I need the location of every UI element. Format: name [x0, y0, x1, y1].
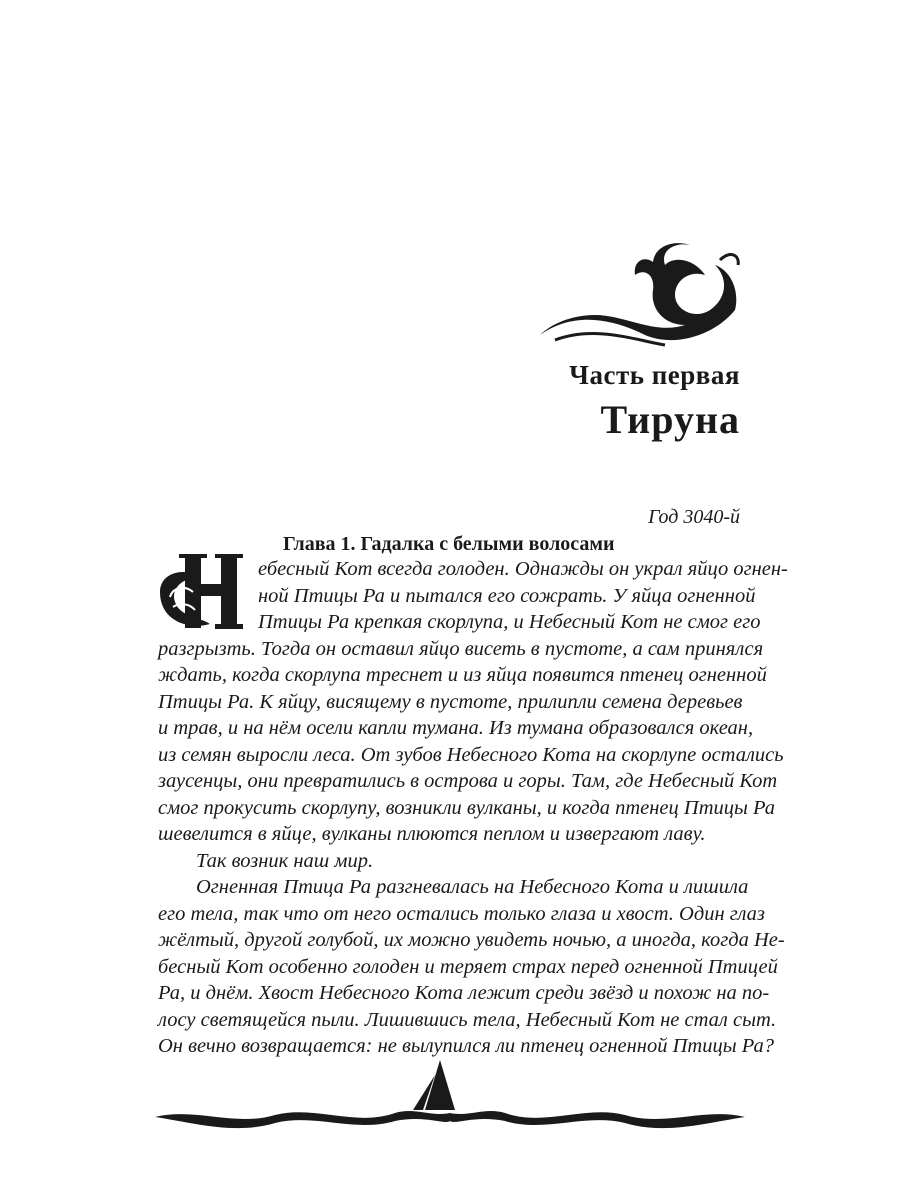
wave-ornament-icon — [535, 240, 745, 350]
part-title: Тируна — [600, 397, 740, 442]
text-line: ебесный Кот всегда голоден. Однажды он украл яйцо огнен- — [258, 558, 788, 580]
text-line: заусенцы, они превратились в острова и горы. Там, где Небесный Кот — [158, 770, 778, 792]
text-line: его тела, так что от него остались только глаза и хвост. Один глаз — [158, 902, 765, 925]
ship-wave-ornament-icon — [155, 1055, 745, 1135]
text-line: лосу светящейся пыли. Лишившись тела, Небесный Кот не стал сыт. — [158, 1008, 777, 1031]
chapter-title: Глава 1. Гадалка с белыми волосами — [283, 533, 615, 555]
epigraph-year: Год 3040-й — [648, 506, 740, 528]
text-line: Так возник наш мир. — [196, 849, 374, 872]
text-line: Он вечно возвращается: не вылупился ли птенец огненной Птицы Ра? — [158, 1035, 774, 1057]
chapter-body — [158, 556, 788, 1060]
text-line: Птицы Ра крепкая скорлупа, и Небесный Кот не смог его — [258, 611, 761, 633]
text-line: шевелится в яйце, вулканы плюются пеплом и извергают лаву. — [158, 823, 706, 845]
text-line: разгрызть. Тогда он оставил яйцо висеть в пустоте, а сам принялся — [158, 637, 764, 660]
text-line: Птицы Ра. К яйцу, висящему в пустоте, прилипли семена деревьев — [158, 690, 743, 713]
text-line: Огненная Птица Ра разгневалась на Небесного Кота и лишила — [196, 876, 749, 898]
text-line: ждать, когда скорлупа треснет и из яйца появится птенец огненной — [158, 664, 767, 686]
text-line: ной Птицы Ра и пытался его сожрать. У яйца огненной — [258, 584, 756, 607]
text-line: бесный Кот особенно голоден и теряет страх перед огненной Птицей — [158, 955, 778, 978]
text-line: из семян выросли леса. От зубов Небесного Кота на скорлупе остались — [158, 743, 784, 766]
part-heading: Часть первая — [569, 360, 740, 390]
text-line: Ра, и днём. Хвост Небесного Кота лежит среди звёзд и похож на по- — [158, 982, 770, 1004]
text-line: жёлтый, другой голубой, их можно увидеть ночью, а иногда, когда Не- — [158, 929, 785, 951]
text-line: смог прокусить скорлупу, возникли вулканы, и когда птенец Птицы Ра — [158, 796, 776, 819]
text-line: и трав, и на нём осели капли тумана. Из тумана образовался океан, — [158, 717, 754, 739]
